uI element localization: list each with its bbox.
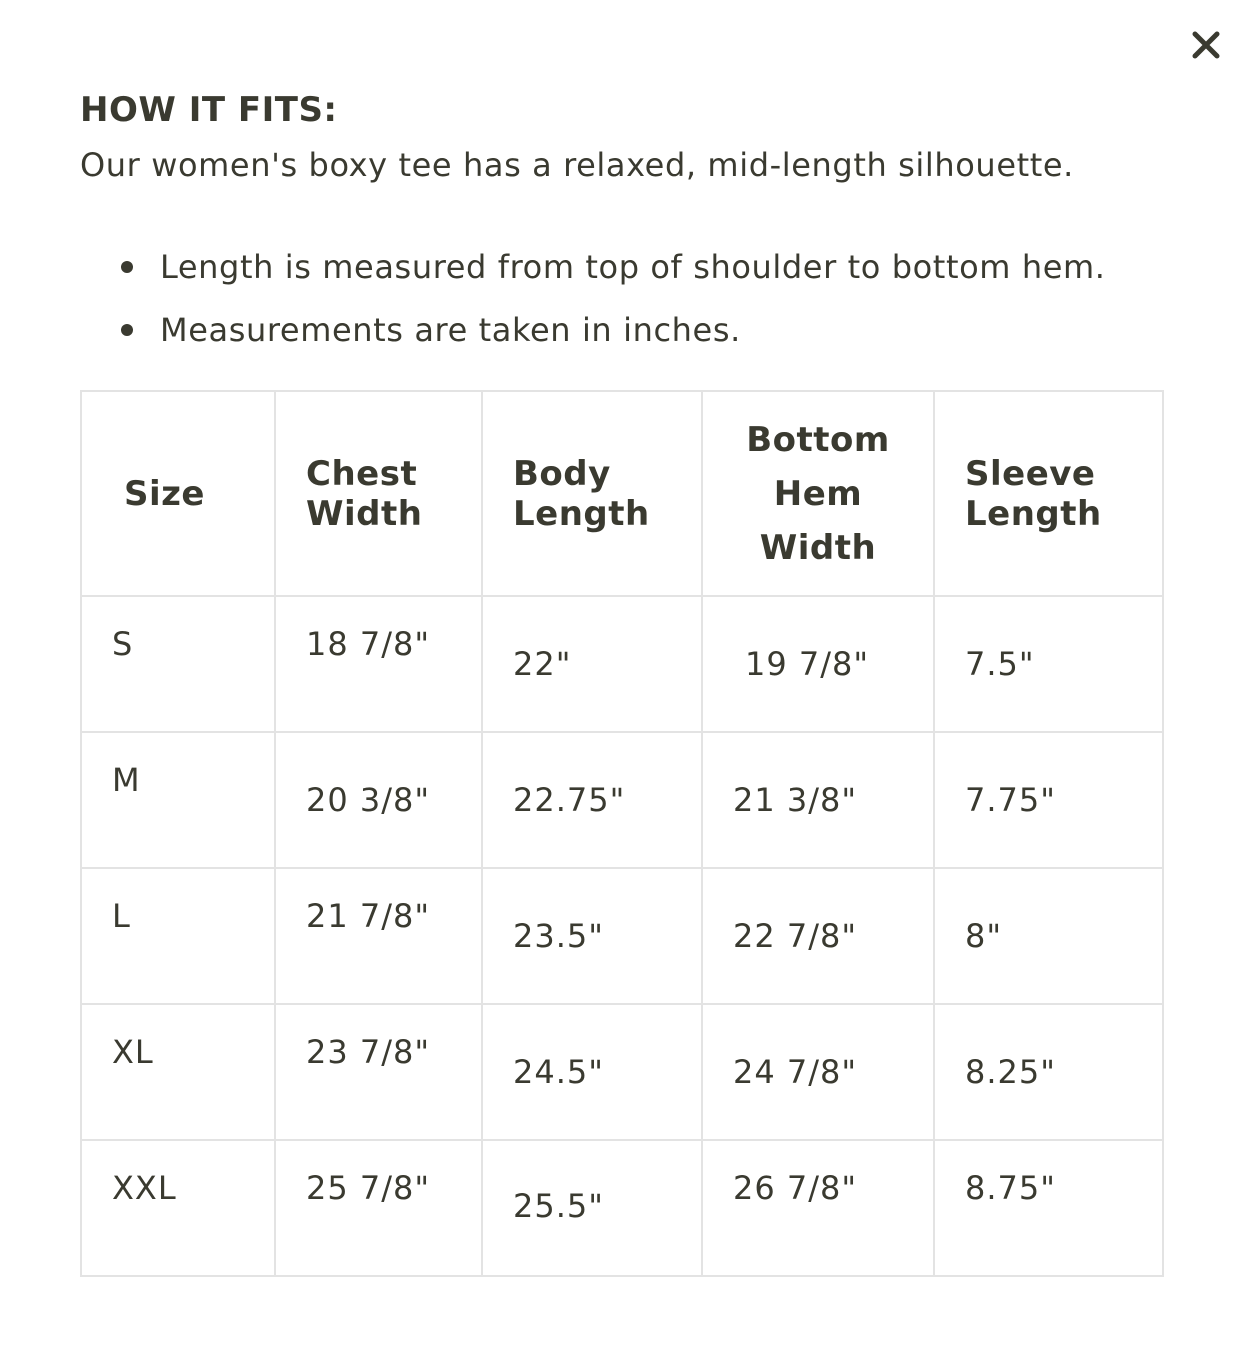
header-chest-width: Chest Width — [275, 391, 482, 596]
chest-width-cell: 23 7/8" — [275, 1004, 482, 1140]
body-length-cell: 23.5" — [482, 868, 702, 1004]
size-chart-table — [80, 390, 1164, 1277]
body-length-cell: 24.5" — [482, 1004, 702, 1140]
fit-notes-list — [80, 236, 1106, 362]
fit-note-text: Measurements are taken in inches. — [160, 311, 741, 349]
table-header-row — [81, 391, 1163, 596]
table-row — [81, 732, 1163, 868]
header-size: Size — [81, 391, 275, 596]
sleeve-length-cell: 7.75" — [934, 732, 1163, 868]
size-cell: XL — [81, 1004, 275, 1140]
size-cell: S — [81, 596, 275, 732]
sleeve-length-cell: 8.75" — [934, 1140, 1163, 1276]
chest-width-cell: 25 7/8" — [275, 1140, 482, 1276]
table-row — [81, 868, 1163, 1004]
chest-width-cell: 21 7/8" — [275, 868, 482, 1004]
body-length-cell: 22" — [482, 596, 702, 732]
sleeve-length-cell: 7.5" — [934, 596, 1163, 732]
close-x-icon — [1186, 26, 1226, 66]
hem-width-cell: 21 3/8" — [702, 732, 934, 868]
header-bottom-hem-width: Bottom Hem Width — [702, 391, 934, 596]
section-heading: HOW IT FITS: — [80, 90, 338, 130]
chest-width-cell: 18 7/8" — [275, 596, 482, 732]
close-button[interactable] — [1186, 26, 1226, 66]
body-length-cell: 22.75" — [482, 732, 702, 868]
bullet-icon — [121, 324, 133, 336]
bullet-icon — [121, 261, 133, 273]
sleeve-length-cell: 8.25" — [934, 1004, 1163, 1140]
body-length-cell: 25.5" — [482, 1140, 702, 1276]
size-cell: XXL — [81, 1140, 275, 1276]
sleeve-length-cell: 8" — [934, 868, 1163, 1004]
table-row — [81, 1140, 1163, 1276]
hem-width-cell: 22 7/8" — [702, 868, 934, 1004]
chest-width-cell: 20 3/8" — [275, 732, 482, 868]
hem-width-cell: 26 7/8" — [702, 1140, 934, 1276]
hem-width-cell: 19 7/8" — [702, 596, 934, 732]
size-cell: L — [81, 868, 275, 1004]
table-row — [81, 1004, 1163, 1140]
fit-note-text: Length is measured from top of shoulder to bottom hem. — [160, 248, 1106, 286]
fit-note-item — [80, 236, 1106, 299]
table-row — [81, 596, 1163, 732]
fit-note-item — [80, 299, 1106, 362]
header-sleeve-length: Sleeve Length — [934, 391, 1163, 596]
size-cell: M — [81, 732, 275, 868]
hem-width-cell: 24 7/8" — [702, 1004, 934, 1140]
intro-text: Our women's boxy tee has a relaxed, mid-length silhouette. — [80, 146, 1074, 184]
header-body-length: Body Length — [482, 391, 702, 596]
